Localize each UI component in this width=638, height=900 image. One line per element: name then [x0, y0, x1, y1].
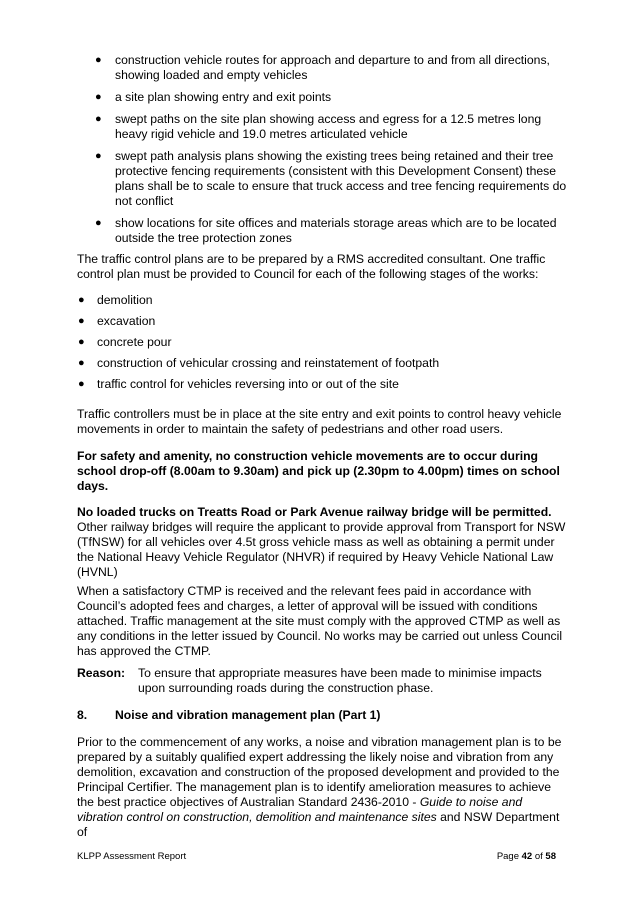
works-stages-list	[77, 293, 567, 392]
list-item	[77, 216, 567, 246]
of-word: of	[532, 851, 546, 862]
noise-plan-text-continued: and NSW Department of	[77, 810, 560, 839]
bullet-icon: ●	[78, 378, 85, 390]
list-item-text: concrete pour	[97, 335, 172, 349]
bullet-icon: ●	[95, 54, 102, 66]
noise-plan-text: Prior to the commencement of any works, a noise and vibration management plan is to be prepared by a suitably qualified expert addressing the likely noise and vibration from any demolition, excavation and construction of the proposed development and provided to the Principal Certifier. The management plan is to identify amelioration measures to achieve the best practice objectives of Australian Standard 2436-2010 -	[77, 735, 562, 809]
list-item	[77, 90, 567, 105]
bullet-icon: ●	[95, 91, 102, 103]
section-title: Noise and vibration management plan (Part 1)	[115, 708, 381, 722]
total-pages: 58	[545, 851, 556, 862]
bullet-icon: ●	[78, 336, 85, 348]
list-item	[77, 112, 567, 142]
bullet-icon: ●	[78, 315, 85, 327]
list-item-text: a site plan showing entry and exit points	[115, 90, 332, 104]
traffic-plans-paragraph: The traffic control plans are to be prepared by a RMS accredited consultant. One traffic control plan must be provided to Council for each of the following stages of the works:	[77, 252, 546, 281]
list-item-text: construction vehicle routes for approach and departure to and from all directions, showing loaded and empty vehicles	[115, 53, 550, 82]
ctmp-approval-paragraph: When a satisfactory CTMP is received and the relevant fees paid in accordance with Council’s adopted fees and charges, a letter of approval will be issued with conditions attached. Traffic management at the site must comply with the approved CTMP as well as any conditions in the letter issued by Council. No works may be carried out unless Council has approved the CTMP.	[77, 584, 563, 658]
list-item-text: construction of vehicular crossing and reinstatement of footpath	[97, 356, 440, 370]
list-item	[77, 149, 567, 209]
railway-bridges-paragraph	[77, 505, 567, 580]
reason-text: To ensure that appropriate measures have been made to minimise impacts upon surrounding roads during the construction phase.	[138, 666, 542, 695]
bullet-icon: ●	[78, 294, 85, 306]
list-item-text: swept paths on the site plan showing access and egress for a 12.5 metres long heavy rigid vehicle and 19.0 metres articulated vehicle	[115, 112, 542, 141]
railway-bridges-text: Other railway bridges will require the applicant to provide approval from Transport for NSW (TfNSW) for all vehicles over 4.5t gross vehicle mass as well as obtaining a permit under the National Heavy Vehicle Regulator (NHVR) if required by Heavy Vehicle National Law (HVNL)	[77, 520, 566, 579]
list-item-text: swept path analysis plans showing the existing trees being retained and their tree protective fencing requirements (consistent with this Development Consent) these plans shall be to scale to ensure that truck access and tree fencing requirements do not conflict	[115, 149, 567, 208]
list-item-text: excavation	[97, 314, 156, 328]
bullet-icon: ●	[95, 217, 102, 229]
traffic-controllers-paragraph: Traffic controllers must be in place at the site entry and exit points to control heavy vehicle movements in order to maintain the safety of pedestrians and other road users.	[77, 407, 562, 436]
list-item-text: show locations for site offices and materials storage areas which are to be located outside the tree protection zones	[115, 216, 557, 245]
requirements-sublist	[77, 53, 567, 246]
list-item-text: traffic control for vehicles reversing into or out of the site	[97, 377, 399, 391]
list-item	[77, 335, 567, 350]
page-word: Page	[496, 851, 522, 862]
school-times-paragraph: For safety and amenity, no construction vehicle movements are to occur during school drop-off (8.00am to 9.30am) and pick up (2.30pm to 4.00pm) times on school days.	[77, 449, 560, 493]
list-item	[77, 293, 567, 308]
noise-plan-paragraph	[77, 735, 567, 840]
standard-title: Guide to noise and vibration control on construction, demolition and maintenance sites	[77, 795, 523, 824]
list-item	[77, 314, 567, 329]
loaded-trucks-statement: No loaded trucks on Treatts Road or Park Avenue railway bridge will be permitted.	[77, 505, 552, 519]
bullet-icon: ●	[78, 357, 85, 369]
bullet-icon: ●	[95, 150, 102, 162]
bullet-icon: ●	[95, 113, 102, 125]
section-number: 8.	[77, 708, 88, 722]
list-item	[77, 53, 567, 83]
current-page: 42	[521, 851, 533, 862]
list-item-text: demolition	[97, 293, 153, 307]
list-item	[77, 377, 567, 392]
list-item	[77, 356, 567, 371]
footer-report-title: KLPP Assessment Report	[77, 851, 187, 862]
footer-page-number	[497, 851, 556, 863]
reason-label: Reason:	[77, 666, 126, 680]
